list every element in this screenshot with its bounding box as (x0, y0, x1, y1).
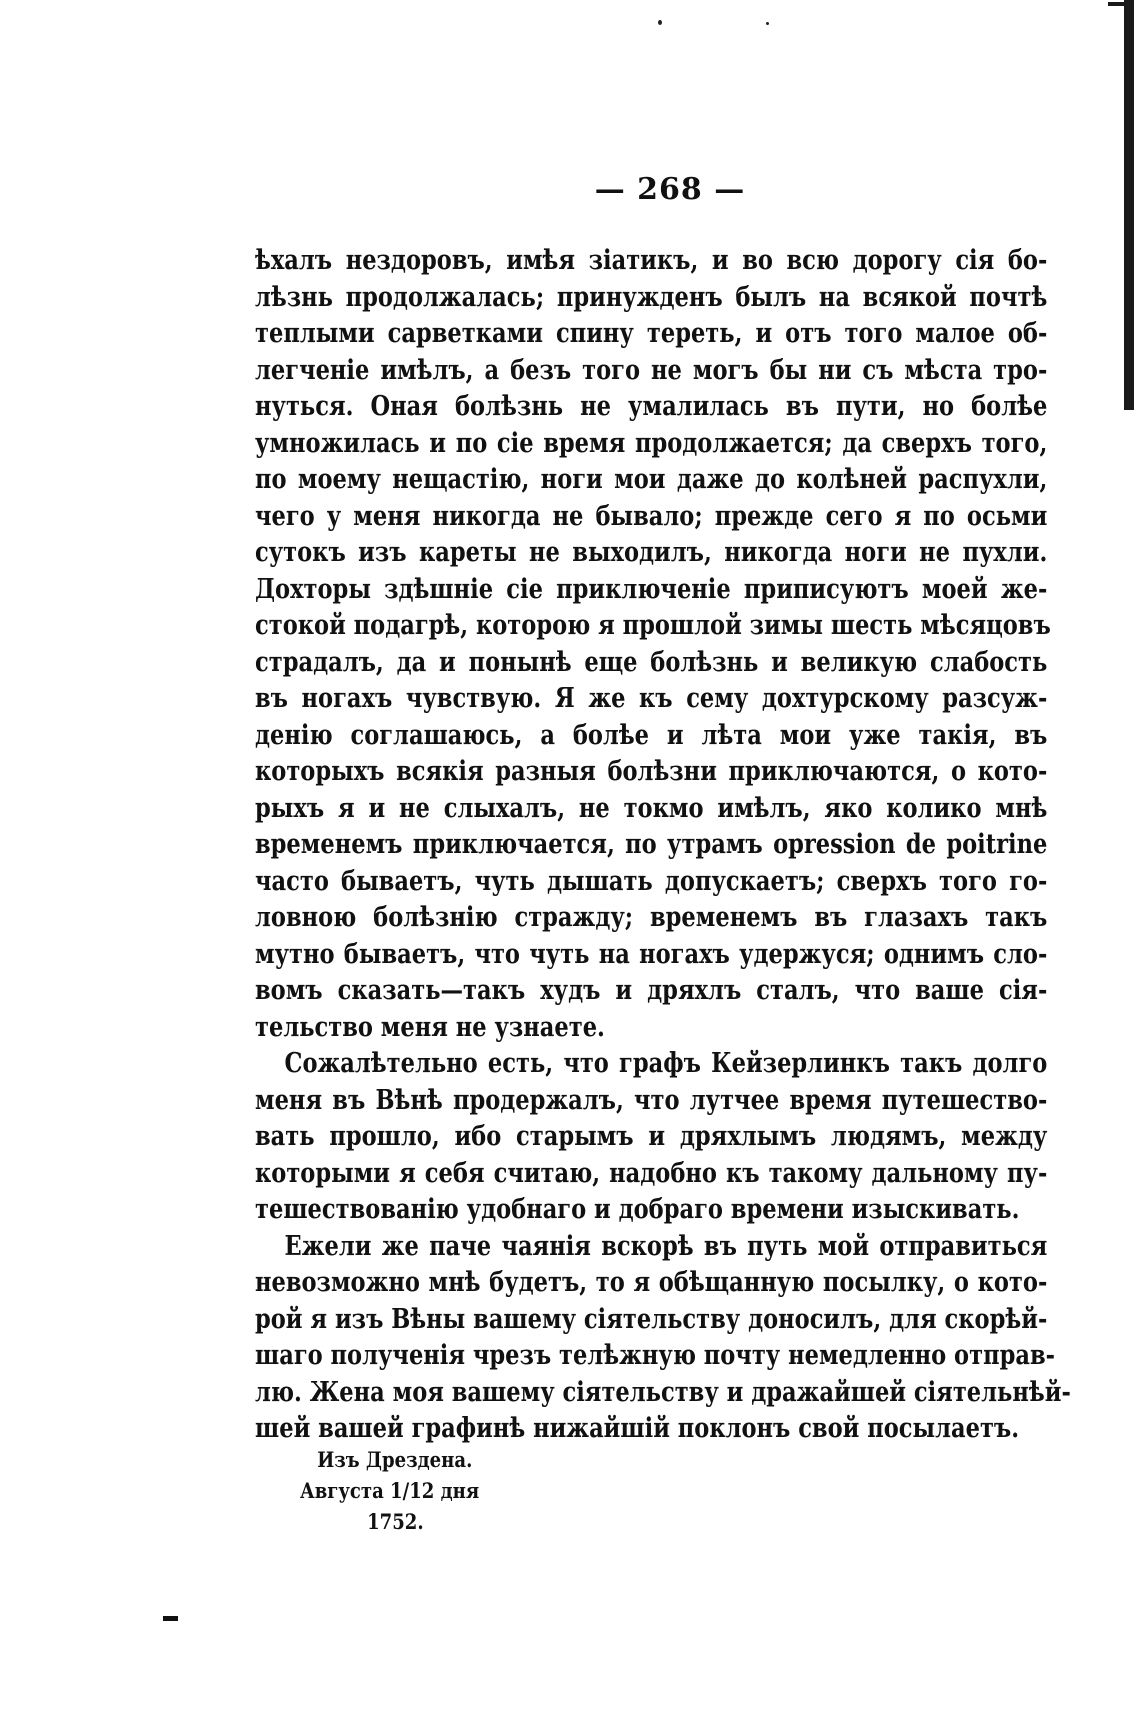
text-line: лю. Жена моя вашему сіятельству и дражайшей сіятельнѣй- (255, 1375, 1071, 1408)
text-line: чего у меня никогда не бывало; прежде сего я по осьми (255, 499, 1048, 532)
text-line: Сожалѣтельно есть, что графъ Кейзерлинкъ такъ долго (284, 1047, 1048, 1079)
text-line: которыми я себя считаю, надобно къ такому дальному пу- (255, 1156, 1048, 1189)
text-line: легченіе имѣлъ, а безъ того не могъ бы ни съ мѣста тро- (255, 353, 1048, 386)
text-line: рыхъ я и не слыхалъ, не токмо имѣлъ, яко колико мнѣ (255, 791, 1048, 824)
text-line: шаго полученія чрезъ телѣжную почту немедленно отправ- (255, 1339, 1055, 1371)
text-line: Дохторы здѣшніе сіе приключеніе приписуютъ моей же- (255, 572, 1048, 605)
text-line: вомъ сказать—такъ худъ и дряхлъ сталъ, что ваше сія- (255, 974, 1048, 1006)
scan-speck (766, 22, 769, 25)
text-line: теплыми сарветками спину тереть, и отъ того малое об- (255, 317, 1048, 349)
text-line: лѣзнь продолжалась; принужденъ былъ на всякой почтѣ (255, 280, 1048, 313)
text-line: стокой подагрѣ, которою я прошлой зимы шесть мѣсяцовъ (255, 609, 1051, 641)
scan-speck (658, 20, 662, 25)
text-line: умножилась и по сіе время продолжается; да сверхъ того, (255, 426, 1048, 459)
text-line: тельство меня не узнаете. (255, 1010, 605, 1043)
text-line: ѣхалъ нездоровъ, имѣя зіатикъ, и во всю дорогу сія бо- (255, 244, 1048, 276)
page-number: — 268 — (594, 172, 746, 207)
text-line: меня въ Вѣнѣ продержалъ, что лутчее время путешество- (255, 1083, 1048, 1116)
letter-signature (300, 1444, 508, 1537)
signature-place: Изъ Дрездена. (317, 1447, 473, 1472)
page-edge-tick (1108, 2, 1130, 6)
text-line: страдалъ, да и понынѣ еще болѣзнь и великую слабость (255, 645, 1048, 678)
signature-date: Августа 1/12 дня (300, 1478, 480, 1503)
text-line: вать прошло, ибо старымъ и дряхлымъ людямъ, между (255, 1120, 1048, 1152)
text-line: ловною болѣзнію стражду; временемъ въ глазахъ такъ (255, 901, 1048, 933)
text-line: сутокъ изъ кареты не выходилъ, никогда ноги не пухли. (255, 536, 1048, 568)
text-line: Ежели же паче чаянія вскорѣ въ путь мой отправиться (284, 1229, 1048, 1262)
text-line: по моему нещастію, ноги мои даже до колѣней распухли, (255, 463, 1048, 495)
text-line: невозможно мнѣ будетъ, то я обѣщанную посылку, о кото- (255, 1266, 1048, 1298)
letter-body (255, 242, 1071, 1447)
text-line: которыхъ всякія разныя болѣзни приключаются, о кото- (255, 755, 1048, 787)
scan-dash-mark (163, 1616, 178, 1621)
text-line: въ ногахъ чувствую. Я же къ сему дохтурскому разсуж- (255, 682, 1048, 714)
text-line: тешествованію удобнаго и добраго времени изыскивать. (255, 1193, 1020, 1225)
text-line: временемъ приключается, по утрамъ opression de poitrine (255, 828, 1048, 860)
text-line: мутно бываетъ, что чуть на ногахъ удержуся; однимъ сло- (255, 937, 1048, 970)
signature-year: 1752. (367, 1509, 424, 1534)
text-line: шей вашей графинѣ нижайшій поклонъ свой посылаетъ. (255, 1412, 1020, 1444)
page-edge-line (1124, 0, 1134, 410)
text-line: рой я изъ Вѣны вашему сіятельству доносилъ, для скорѣй- (255, 1302, 1048, 1335)
text-line: денію соглашаюсь, а болѣе и лѣта мои уже такія, въ (255, 718, 1048, 751)
text-line: нуться. Оная болѣзнь не умалилась въ пути, но болѣе (255, 390, 1048, 422)
text-line: часто бываетъ, чуть дышать допускаетъ; сверхъ того го- (255, 864, 1048, 897)
